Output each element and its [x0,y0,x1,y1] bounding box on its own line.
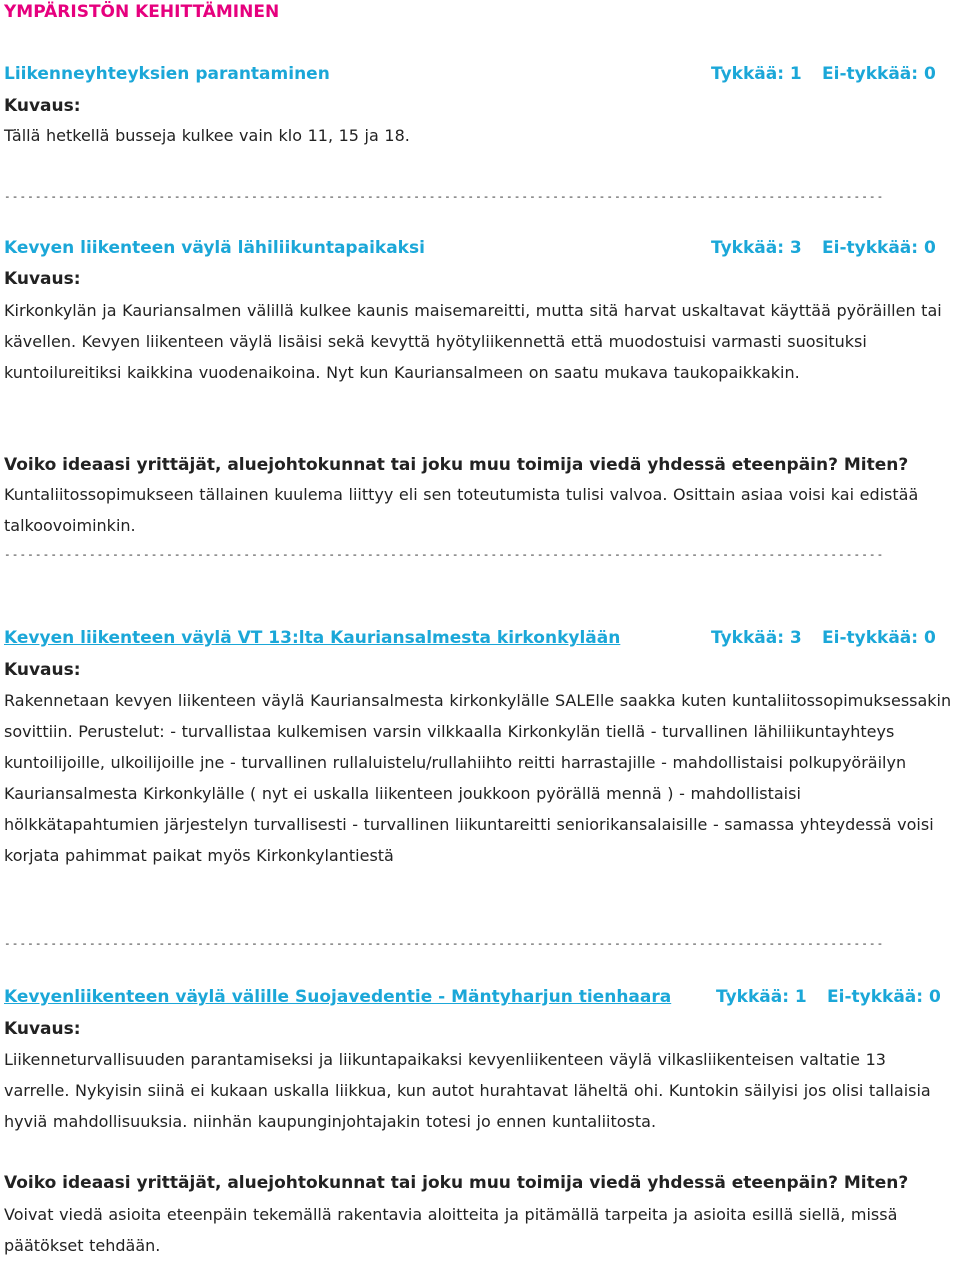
likes-count: Tykkää: 1 [711,64,802,84]
divider: ------------------------------------------------------------------------------------------------------------------ [4,190,885,203]
idea-header-row [4,64,956,88]
question-heading: Voiko ideaasi yrittäjät, aluejohtokunnat tai joku muu toimija viedä yhdessä eteenpäin? Miten? [4,455,909,475]
likes-count: Tykkää: 3 [711,238,802,258]
question-answer: Voivat viedä asioita eteenpäin tekemällä rakentavia aloitteita ja pitämällä tarpeita ja asioita esillä siellä, missä päätökset tehdään. [4,1205,898,1255]
idea-title: Kevyen liikenteen väylä VT 13:lta Kauriansalmesta kirkonkylään [4,628,621,648]
dislikes-count: Ei-tykkää: 0 [822,238,936,258]
idea-title: Kevyenliikenteen väylä välille Suojavedentie - Mäntyharjun tienhaara [4,987,672,1007]
idea-header-row [4,238,956,262]
dislikes-count: Ei-tykkää: 0 [822,628,936,648]
question-answer: Kuntaliitossopimukseen tällainen kuulema liittyy eli sen toteutumista tulisi valvoa. Osittain asiaa voisi kai edistää talkoovoiminkin. [4,485,919,535]
idea-header-row [4,628,956,652]
question-heading: Voiko ideaasi yrittäjät, aluejohtokunnat tai joku muu toimija viedä yhdessä eteenpäin? Miten? [4,1173,909,1193]
idea-header-row [4,987,956,1011]
dislikes-count: Ei-tykkää: 0 [827,987,941,1007]
description-label: Kuvaus: [4,269,81,289]
likes-count: Tykkää: 3 [711,628,802,648]
description-label: Kuvaus: [4,660,81,680]
dislikes-count: Ei-tykkää: 0 [822,64,936,84]
idea-description: Liikenneturvallisuuden parantamiseksi ja liikuntapaikaksi kevyenliikenteen väylä vilkasliikenteisen valtatie 13 varrelle. Nykyisin siinä ei kukaan uskalla liikkua, kun autot hurahtavat läheltä ohi. Kuntokin säilyisi jos olisi tallaisia hyviä mahdollisuuksia. niinhän kaupunginjohtajakin totesi jo ennen kuntaliitosta. [4,1050,931,1131]
description-label: Kuvaus: [4,1019,81,1039]
description-label: Kuvaus: [4,96,81,116]
divider: ------------------------------------------------------------------------------------------------------------------ [4,937,885,950]
idea-title: Liikenneyhteyksien parantaminen [4,64,330,84]
divider: ------------------------------------------------------------------------------------------------------------------ [4,548,885,561]
idea-description: Kirkonkylän ja Kauriansalmen välillä kulkee kaunis maisemareitti, mutta sitä harvat uskaltavat käyttää pyöräillen tai kävellen. Kevyen liikenteen väylä lisäisi sekä kevyttä hyötyliikennettä että muodostuisi varmasti suosituksi kuntoilureitiksi kaikkina vuodenaikoina. Nyt kun Kauriansalmeen on saatu mukava taukopaikkakin. [4,301,942,382]
idea-description: Tällä hetkellä busseja kulkee vain klo 11, 15 ja 18. [4,126,410,145]
likes-count: Tykkää: 1 [716,987,807,1007]
idea-title: Kevyen liikenteen väylä lähiliikuntapaikaksi [4,238,425,258]
section-title: YMPÄRISTÖN KEHITTÄMINEN [4,2,280,22]
idea-description: Rakennetaan kevyen liikenteen väylä Kauriansalmesta kirkonkylälle SALElle saakka kuten kuntaliitossopimuksessakin sovittiin. Perustelut: - turvallistaa kulkemisen varsin vilkkaalla Kirkonkylän tiellä - turvallinen lähiliikuntayhteys kuntoilijoille, ulkoilijoille jne - turvallinen rullaluistelu/rullahiihto reitti harrastajille - mahdollistaisi polkupyöräilyn Kauriansalmesta Kirkonkylälle ( nyt ei uskalla liikenteen joukkoon pyörällä mennä ) - mahdollistaisi hölkkätapahtumien järjestelyn turvallisesti - turvallinen liikuntareitti seniorikansalaisille - samassa yhteydessä voisi korjata pahimmat paikat myös Kirkonkylantiestä [4,691,952,865]
